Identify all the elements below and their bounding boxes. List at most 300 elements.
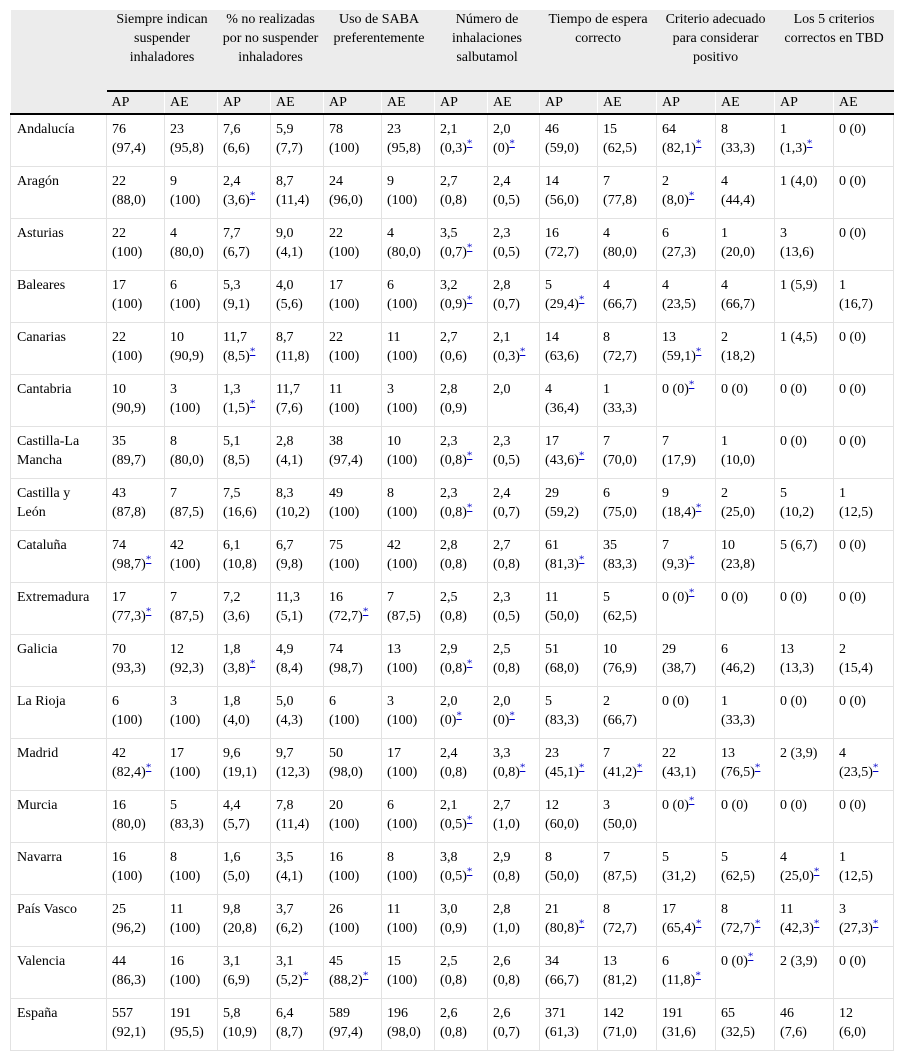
footnote-link[interactable]: * — [688, 586, 695, 599]
table-cell — [775, 427, 834, 479]
cell-percent-line — [440, 139, 482, 158]
cell-value: 7 — [603, 174, 611, 189]
cell-percent: (87,5) — [170, 609, 204, 624]
cell-percent: (89,7) — [112, 453, 146, 468]
cell-percent-line — [387, 659, 429, 678]
region-name: Murcia — [11, 791, 107, 843]
footnote-link[interactable]: * — [249, 397, 256, 410]
cell-percent: (100) — [329, 245, 360, 260]
table-cell — [165, 531, 218, 583]
table-cell — [488, 947, 540, 999]
cell-value: 3 — [170, 382, 177, 397]
table-cell — [165, 791, 218, 843]
cell-percent-line — [662, 971, 710, 990]
cell-percent: (50,0) — [545, 609, 579, 624]
cell-value: 1,8 — [223, 642, 241, 657]
cell-percent: (83,3) — [603, 557, 637, 572]
table-cell — [834, 687, 894, 739]
cell-value: 0 (0) — [839, 174, 866, 189]
table-cell — [382, 739, 435, 791]
cell-text — [839, 380, 888, 399]
table-cell — [107, 687, 165, 739]
cell-value: 4 — [780, 850, 788, 865]
cell-text — [780, 432, 828, 451]
cell-percent-line — [493, 763, 534, 782]
footnote-link[interactable]: * — [695, 917, 702, 930]
cell-percent: (23,5) — [839, 765, 873, 780]
table-cell — [657, 947, 716, 999]
cell-value: 4,4 — [223, 798, 241, 813]
cell-percent: (100) — [112, 869, 143, 884]
cell-percent-line — [603, 711, 651, 730]
cell-percent: (5,6) — [276, 297, 303, 312]
cell-percent: (100) — [170, 869, 201, 884]
cell-percent: (98,7) — [112, 557, 146, 572]
table-cell — [218, 219, 271, 271]
footnote-link[interactable]: * — [519, 761, 526, 774]
cell-percent: (0,8) — [493, 973, 520, 988]
cell-value: 16 — [545, 226, 560, 241]
region-name: Castilla-La Mancha — [11, 427, 107, 479]
region-name: Asturias — [11, 219, 107, 271]
footnote-link[interactable]: * — [466, 813, 473, 826]
cell-percent: (100) — [170, 921, 201, 936]
footnote-link[interactable]: * — [145, 553, 152, 566]
footnote-link[interactable]: * — [754, 761, 761, 774]
cell-value: 35 — [603, 538, 618, 553]
cell-value: 0 (0) — [839, 382, 866, 397]
table-cell — [775, 791, 834, 843]
cell-value: 2,5 — [493, 642, 511, 657]
cell-percent: (1,3) — [780, 141, 807, 156]
cell-percent-line — [387, 763, 429, 782]
table-cell — [382, 271, 435, 323]
footnote-link[interactable]: * — [813, 865, 820, 878]
cell-percent-line — [721, 503, 769, 522]
cell-percent-line — [662, 503, 710, 522]
table-cell — [218, 791, 271, 843]
cell-percent-line — [721, 295, 769, 314]
cell-percent-line — [387, 971, 429, 990]
cell-percent-line — [170, 243, 212, 262]
table-cell — [271, 323, 324, 375]
cell-percent-line — [223, 243, 265, 262]
cell-value: 17 — [387, 746, 402, 761]
table-cell — [107, 323, 165, 375]
cell-percent: (12,3) — [276, 765, 310, 780]
table-cell — [775, 219, 834, 271]
footnote-link[interactable]: * — [578, 917, 585, 930]
footnote-link[interactable]: * — [688, 794, 695, 807]
footnote-link[interactable]: * — [636, 761, 643, 774]
table-cell — [435, 895, 488, 947]
cell-percent-line — [276, 763, 318, 782]
cell-percent: (1,5) — [223, 401, 250, 416]
cell-value: 6,4 — [276, 1006, 294, 1021]
table-cell — [775, 531, 834, 583]
table-row — [11, 947, 894, 999]
cell-percent-line — [545, 555, 592, 574]
cell-value: 17 — [545, 434, 560, 449]
cell-value: 8 — [170, 434, 177, 449]
cell-percent: (10,0) — [721, 453, 755, 468]
cell-value: 5 — [545, 694, 553, 709]
cell-value: 5 — [662, 850, 670, 865]
region-name: Andalucía — [11, 114, 107, 167]
cell-value: 0 (0) — [839, 538, 866, 553]
cell-value: 142 — [603, 1006, 625, 1021]
cell-value: 2,0 — [493, 694, 511, 709]
table-cell — [716, 114, 775, 167]
cell-percent-line — [387, 243, 429, 262]
table-cell — [107, 375, 165, 427]
cell-percent: (100) — [170, 297, 201, 312]
table-cell — [382, 531, 435, 583]
subheader-ae: AE — [488, 91, 540, 114]
cell-percent: (10,2) — [276, 505, 310, 520]
table-cell — [218, 895, 271, 947]
cell-value: 17 — [170, 746, 184, 761]
cell-percent-line — [387, 555, 429, 574]
region-name: La Rioja — [11, 687, 107, 739]
cell-percent-line — [329, 919, 376, 938]
cell-value: 2,3 — [493, 434, 511, 449]
cell-value: 9 — [387, 174, 395, 189]
cell-value: 0 (0) — [839, 122, 866, 137]
table-cell — [834, 791, 894, 843]
cell-percent: (100) — [170, 765, 201, 780]
cell-percent: (7,6) — [276, 401, 303, 416]
cell-value: 16 — [112, 798, 126, 813]
footnote-link[interactable]: * — [145, 605, 152, 618]
footnote-link[interactable]: * — [509, 137, 515, 150]
region-name: Extremadura — [11, 583, 107, 635]
table-cell — [218, 999, 271, 1051]
cell-text — [839, 588, 888, 607]
cell-percent-line — [276, 555, 318, 574]
cell-percent-line — [493, 919, 534, 938]
cell-percent: (87,5) — [170, 505, 204, 520]
table-cell — [716, 583, 775, 635]
cell-value: 0 (0) — [839, 954, 866, 969]
cell-percent-line — [440, 503, 482, 522]
table-cell — [540, 427, 598, 479]
cell-percent: (27,3) — [839, 921, 873, 936]
cell-percent-line — [603, 191, 651, 210]
cell-percent: (0,5) — [493, 245, 520, 260]
cell-value: 6 — [112, 694, 119, 709]
footnote-link[interactable]: * — [695, 345, 702, 358]
cell-percent: (100) — [329, 869, 360, 884]
cell-percent: (100) — [387, 505, 418, 520]
cell-percent-line — [170, 139, 212, 158]
cell-percent-line — [780, 243, 828, 262]
table-cell — [598, 114, 657, 167]
cell-value: 4 — [721, 278, 729, 293]
cell-percent-line — [170, 503, 212, 522]
table-cell — [775, 479, 834, 531]
cell-percent-line — [223, 971, 265, 990]
cell-value: 2,3 — [440, 434, 458, 449]
cell-percent: (3,6) — [223, 609, 250, 624]
footnote-link[interactable]: * — [578, 761, 585, 774]
table-cell — [382, 999, 435, 1051]
cell-percent: (72,7) — [329, 609, 363, 624]
cell-value: 11 — [387, 902, 401, 917]
table-cell — [657, 271, 716, 323]
cell-percent: (6,0) — [839, 1025, 866, 1040]
table-row — [11, 739, 894, 791]
table-cell — [657, 479, 716, 531]
table-cell — [435, 114, 488, 167]
cell-value: 6 — [662, 954, 670, 969]
footnote-link[interactable]: * — [362, 969, 369, 982]
cell-value: 22 — [329, 330, 344, 345]
footnote-link[interactable]: * — [578, 293, 585, 306]
header-group: Tiempo de espera correcto — [540, 10, 657, 91]
cell-percent: (80,0) — [170, 245, 204, 260]
footnote-link[interactable]: * — [249, 345, 256, 358]
footnote-link[interactable]: * — [695, 501, 702, 514]
table-cell — [435, 791, 488, 843]
cell-value: 11,7 — [223, 330, 247, 345]
subheader-ap: AP — [540, 91, 598, 114]
footnote-link[interactable]: * — [688, 378, 695, 391]
cell-percent-line — [112, 919, 159, 938]
cell-percent: (100) — [329, 557, 360, 572]
footnote-link[interactable]: * — [466, 449, 473, 462]
table-cell — [598, 219, 657, 271]
subheader-ae: AE — [716, 91, 775, 114]
cell-percent: (0,7) — [493, 505, 520, 520]
cell-percent: (100) — [329, 297, 360, 312]
cell-value: 7,8 — [276, 798, 294, 813]
cell-percent-line — [112, 191, 159, 210]
table-cell — [271, 427, 324, 479]
table-cell — [324, 167, 382, 219]
cell-percent: (100) — [387, 973, 418, 988]
cell-percent-line — [603, 451, 651, 470]
table-cell — [324, 895, 382, 947]
table-cell — [834, 323, 894, 375]
cell-percent: (6,7) — [223, 245, 250, 260]
cell-percent: (95,8) — [387, 141, 421, 156]
table-cell — [540, 219, 598, 271]
cell-percent-line — [276, 139, 318, 158]
table-cell — [488, 999, 540, 1051]
table-cell — [271, 739, 324, 791]
cell-percent: (97,4) — [329, 453, 363, 468]
table-cell — [657, 427, 716, 479]
footnote-link[interactable]: * — [754, 917, 761, 930]
cell-percent-line — [545, 607, 592, 626]
table-cell — [716, 427, 775, 479]
table-cell — [165, 323, 218, 375]
cell-percent-line — [223, 1023, 265, 1042]
footnote-link[interactable]: * — [362, 605, 369, 618]
cell-percent: (92,1) — [112, 1025, 146, 1040]
table-cell — [540, 791, 598, 843]
cell-percent-line — [276, 815, 318, 834]
footnote-link[interactable]: * — [578, 449, 585, 462]
table-cell — [382, 947, 435, 999]
cell-percent-line — [780, 139, 828, 158]
footnote-link[interactable]: * — [466, 241, 473, 254]
cell-text — [780, 380, 828, 399]
cell-percent: (80,0) — [603, 245, 637, 260]
table-row — [11, 687, 894, 739]
cell-percent: (29,4) — [545, 297, 579, 312]
footnote-link[interactable]: * — [466, 293, 473, 306]
cell-text — [780, 796, 828, 815]
cell-percent: (19,1) — [223, 765, 257, 780]
footnote-link[interactable]: * — [872, 761, 879, 774]
cell-percent-line — [223, 451, 265, 470]
cell-percent: (83,3) — [170, 817, 204, 832]
table-cell — [218, 635, 271, 687]
cell-value: 7,5 — [223, 486, 241, 501]
cell-percent-line — [662, 659, 710, 678]
footnote-link[interactable]: * — [747, 950, 754, 963]
cell-value: 2,8 — [493, 278, 511, 293]
footnote-link[interactable]: * — [509, 709, 515, 722]
cell-value: 1 — [721, 694, 729, 709]
cell-percent-line — [493, 347, 534, 366]
table-cell — [657, 323, 716, 375]
cell-percent: (25,0) — [780, 869, 814, 884]
cell-percent: (33,3) — [721, 141, 755, 156]
footnote-link[interactable]: * — [145, 761, 152, 774]
table-cell — [540, 635, 598, 687]
cell-percent: (75,0) — [603, 505, 637, 520]
cell-percent: (93,3) — [112, 661, 146, 676]
footnote-link[interactable]: * — [466, 501, 473, 514]
table-cell — [598, 531, 657, 583]
table-cell — [218, 739, 271, 791]
footnote-link[interactable]: * — [806, 137, 813, 150]
cell-value: 13 — [387, 642, 402, 657]
cell-percent: (4,0) — [223, 713, 250, 728]
footnote-link[interactable]: * — [249, 657, 256, 670]
cell-percent: (0,8) — [440, 661, 467, 676]
cell-percent: (0,8) — [440, 1025, 467, 1040]
footnote-link[interactable]: * — [872, 917, 879, 930]
cell-percent-line — [276, 971, 318, 990]
footnote-link[interactable]: * — [695, 969, 701, 982]
cell-percent: (95,8) — [170, 141, 204, 156]
cell-text — [780, 744, 828, 763]
cell-value: 1 — [839, 486, 847, 501]
footnote-link[interactable]: * — [456, 709, 462, 722]
cell-value: 1 (4,0) — [780, 174, 818, 189]
cell-percent-line — [112, 139, 159, 158]
table-cell — [775, 323, 834, 375]
cell-percent: (23,5) — [662, 297, 696, 312]
table-cell — [657, 114, 716, 167]
region-name: Galicia — [11, 635, 107, 687]
cell-percent-line — [440, 555, 482, 574]
cell-percent-line — [112, 1023, 159, 1042]
cell-percent-line — [493, 139, 534, 158]
footnote-link[interactable]: * — [249, 189, 256, 202]
footnote-link[interactable]: * — [466, 865, 473, 878]
cell-value: 16 — [329, 590, 344, 605]
table-cell — [107, 791, 165, 843]
cell-percent: (0,3) — [493, 349, 520, 364]
cell-value: 0 (0) — [780, 694, 807, 709]
table-cell — [488, 375, 540, 427]
footnote-link[interactable]: * — [578, 553, 585, 566]
table-cell — [834, 947, 894, 999]
cell-value: 2,0 — [493, 122, 511, 137]
table-cell — [540, 583, 598, 635]
table-header — [11, 10, 894, 114]
subheader-ap: AP — [775, 91, 834, 114]
cell-percent: (100) — [387, 349, 418, 364]
cell-percent-line — [170, 919, 212, 938]
cell-percent: (100) — [329, 713, 360, 728]
cell-percent-line — [493, 191, 534, 210]
footnote-link[interactable]: * — [695, 137, 702, 150]
cell-value: 9,6 — [223, 746, 241, 761]
cell-percent-line — [603, 763, 651, 782]
cell-percent: (100) — [170, 193, 201, 208]
footnote-link[interactable]: * — [688, 189, 695, 202]
table-cell — [834, 999, 894, 1051]
table-cell — [488, 791, 540, 843]
cell-percent: (88,0) — [112, 193, 146, 208]
table-cell — [775, 583, 834, 635]
cell-text — [780, 536, 828, 555]
cell-value: 11,7 — [276, 382, 300, 397]
footnote-link[interactable]: * — [813, 917, 820, 930]
cell-value: 11 — [387, 330, 401, 345]
cell-value: 23 — [387, 122, 402, 137]
footnote-link[interactable]: * — [688, 553, 695, 566]
cell-percent: (0,9) — [440, 401, 467, 416]
cell-percent: (5,7) — [223, 817, 250, 832]
table-cell — [488, 583, 540, 635]
cell-percent-line — [329, 659, 376, 678]
cell-percent-line — [329, 1023, 376, 1042]
cell-value: 76 — [112, 122, 126, 137]
table-cell — [218, 531, 271, 583]
table-cell — [598, 271, 657, 323]
cell-percent-line — [662, 139, 710, 158]
cell-value: 10 — [603, 642, 618, 657]
cell-value: 0 (0) — [780, 382, 807, 397]
footnote-link[interactable]: * — [466, 657, 473, 670]
cell-value: 2 — [839, 642, 847, 657]
cell-percent-line — [329, 867, 376, 886]
cell-value: 0 (0) — [780, 798, 807, 813]
table-cell — [382, 895, 435, 947]
footnote-link[interactable]: * — [519, 345, 526, 358]
cell-percent: (13,6) — [780, 245, 814, 260]
table-cell — [598, 583, 657, 635]
cell-value: 2 — [721, 330, 729, 345]
cell-percent-line — [545, 659, 592, 678]
cell-value: 0 (0) — [662, 382, 689, 397]
cell-percent-line — [721, 139, 769, 158]
cell-value: 3,3 — [493, 746, 511, 761]
footnote-link[interactable]: * — [466, 137, 473, 150]
cell-percent-line — [387, 815, 429, 834]
cell-value: 42 — [387, 538, 402, 553]
cell-percent-line — [387, 451, 429, 470]
table-cell — [107, 427, 165, 479]
footnote-link[interactable]: * — [302, 969, 309, 982]
